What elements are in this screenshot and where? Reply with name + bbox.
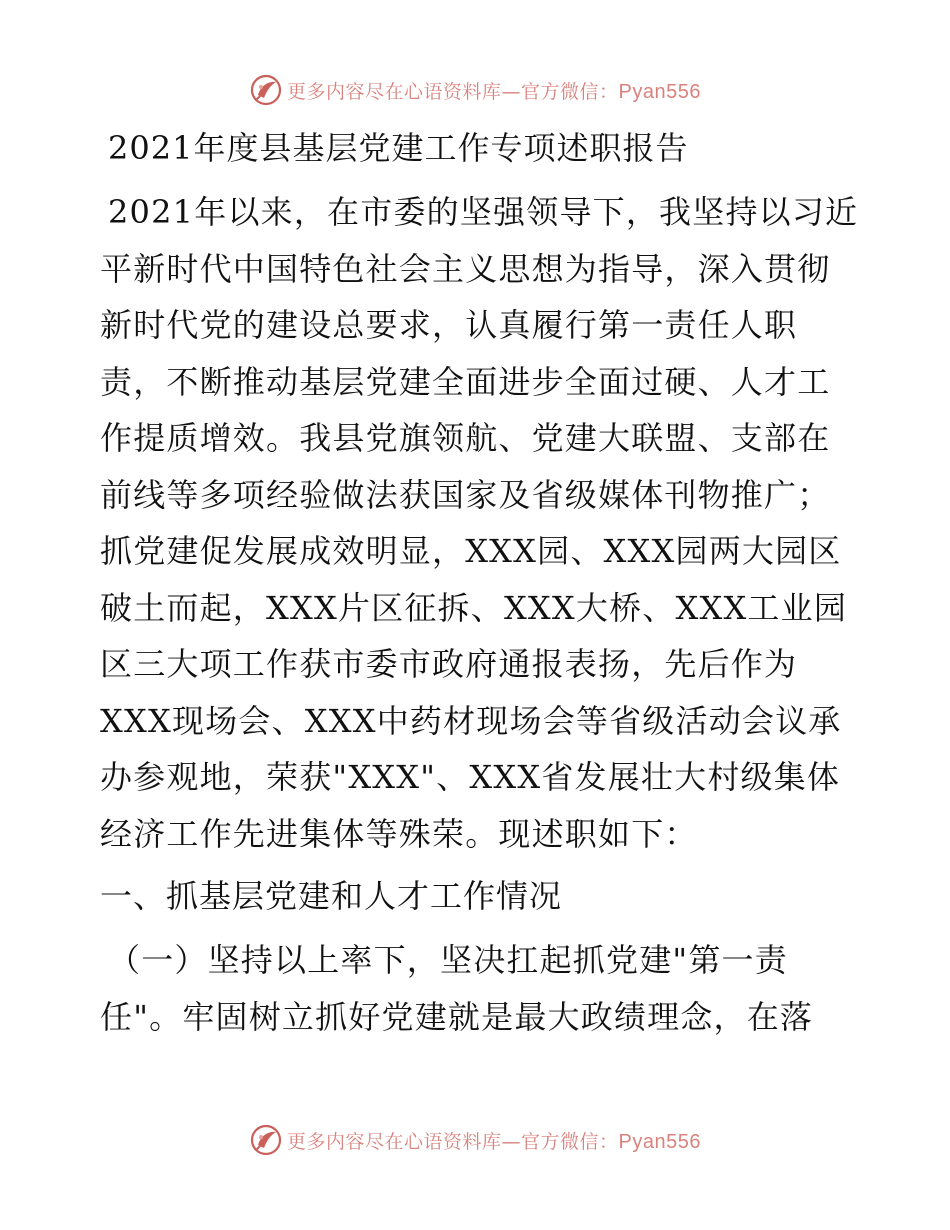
watermark-handle: Pyan556	[618, 1130, 701, 1153]
document-body	[100, 120, 860, 1045]
watermark-text: 更多内容尽在心语资料库—官方微信：Pyan556	[287, 1130, 701, 1153]
document-title: 2021年度县基层党建工作专项述职报告	[108, 129, 689, 167]
brand-logo-icon	[249, 73, 283, 107]
watermark-header	[0, 70, 950, 110]
paragraph-section-1-1: （一）坚持以上率下，坚决扛起抓党建"第一责任"。牢固树立抓好党建就是最大政绩理念，在落	[100, 941, 814, 1036]
watermark-footer	[0, 1120, 950, 1160]
brand-logo-icon	[249, 1123, 283, 1157]
section-heading-1: 一、抓基层党建和人才工作情况	[100, 877, 563, 915]
watermark-handle: Pyan556	[618, 80, 701, 103]
paragraph-intro: 2021年以来，在市委的坚强领导下，我坚持以习近平新时代中国特色社会主义思想为指导，深入贯彻新时代党的建设总要求，认真履行第一责任人职责，不断推动基层党建全面进步全面过硬、人才工作提质增效。我县党旗领航、党建大联盟、支部在前线等多项经验做法获国家及省级媒体刊物推广；抓党建促发展成效明显，XXX园、XXX园两大园区破土而起，XXX片区征拆、XXX大桥、XXX工业园区三大项工作获市委市政府通报表扬，先后作为XXX现场会、XXX中药材现场会等省级活动会议承办参观地，荣获"XXX"、XXX省发展壮大村级集体经济工作先进集体等殊荣。现述职如下：	[100, 193, 859, 853]
watermark-text: 更多内容尽在心语资料库—官方微信：Pyan556	[287, 80, 701, 103]
